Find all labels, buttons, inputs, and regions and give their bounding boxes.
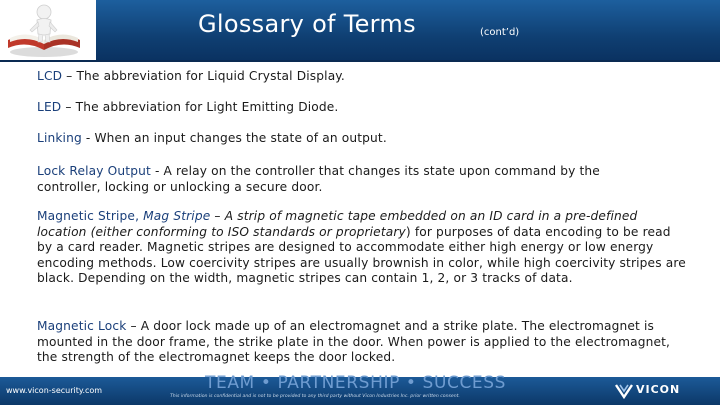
glossary-term: Lock Relay Output — [37, 164, 151, 178]
open-book-figure-icon — [0, 0, 96, 62]
glossary-definition: The abbreviation for Liquid Crystal Display. — [76, 69, 345, 83]
glossary-definition: ) for purposes of data encoding to be read by a card reader. Magnetic stripes are designed to accommodate either high energy or low energy encoding methods. Low coercivity stripes are usually brownish in color, while high coercivity stripes are black. Depending on the width, magnetic stripes can contain 1, 2, or 3 tracks of data. — [37, 224, 686, 285]
header-divider — [0, 60, 720, 62]
glossary-entry-lock-relay-output — [37, 164, 637, 195]
term-separator: - — [150, 164, 164, 178]
term-separator: – — [62, 69, 77, 83]
glossary-term: LED — [37, 100, 62, 114]
term-separator: - — [81, 131, 95, 145]
glossary-definition: When an input changes the state of an output. — [94, 131, 387, 145]
term-separator: – — [61, 100, 76, 114]
logo-panel — [0, 0, 96, 62]
confidentiality-note: This information is confidential and is not to be provided to any third party without Vicon Industries Inc. prior written consent. — [170, 394, 460, 399]
footer-bar — [0, 373, 720, 405]
term-separator: – — [126, 319, 141, 333]
glossary-entry-led — [37, 100, 687, 116]
glossary-term: Magnetic Stripe, — [37, 209, 140, 223]
brand-wordmark: VICON — [636, 383, 681, 396]
term-separator: – — [210, 209, 225, 223]
glossary-entry-linking — [37, 131, 687, 147]
glossary-entry-lcd — [37, 69, 687, 85]
glossary-definition: The abbreviation for Light Emitting Diode. — [75, 100, 339, 114]
glossary-definition: A door lock made up of an electromagnet and a strike plate. The electromagnet is mounted in the door frame, the strike plate in the door. When power is applied to the electromagnet, the strength of the electromagnet keeps the door locked. — [37, 319, 671, 364]
header-banner — [0, 0, 720, 62]
glossary-entry-magnetic-stripe — [37, 209, 687, 287]
glossary-term-alias: Mag Stripe — [143, 209, 211, 223]
glossary-term: LCD — [37, 69, 63, 83]
glossary-definition: A relay on the controller that changes its state upon command by the controller, locking or unlocking a secure door. — [37, 164, 600, 194]
website-link[interactable]: www.vicon-security.com — [6, 386, 103, 395]
page-title: Glossary of Terms — [198, 10, 416, 38]
glossary-definition-italic: A strip of magnetic tape embedded on an ID card in a pre-defined location (either conforming to ISO standards or proprietary — [37, 209, 638, 239]
footer-tagline: TEAM • PARTNERSHIP • SUCCESS — [205, 373, 507, 393]
glossary-term: Magnetic Lock — [37, 319, 127, 333]
page-title-continued: (cont’d) — [480, 27, 520, 38]
vicon-logo-icon — [614, 382, 634, 400]
glossary-entry-magnetic-lock — [37, 319, 687, 366]
glossary-term: Linking — [37, 131, 82, 145]
